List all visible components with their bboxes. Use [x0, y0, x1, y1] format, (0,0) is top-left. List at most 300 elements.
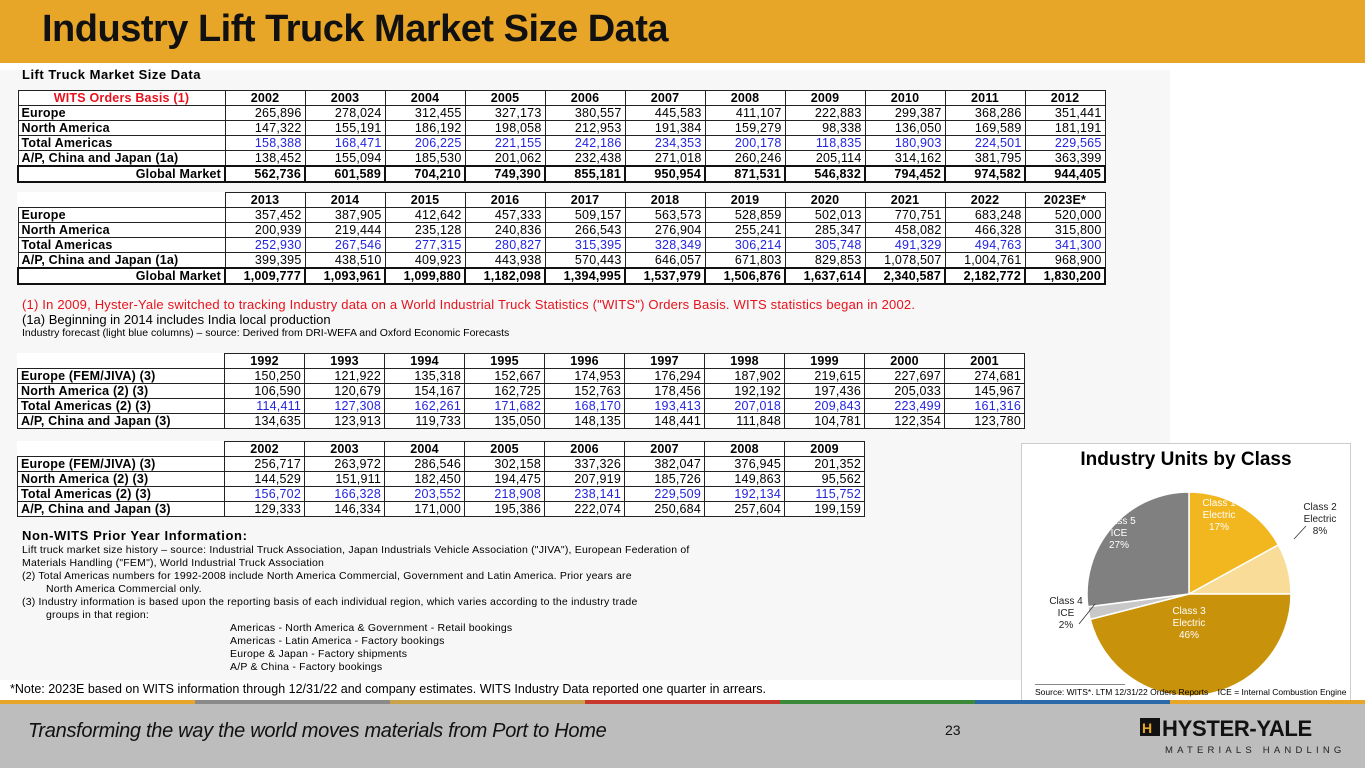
value-cell: 201,062 [465, 151, 545, 167]
value-cell: 1,004,761 [945, 253, 1025, 269]
value-cell: 218,908 [465, 487, 545, 502]
non-wits-table-1992-2001 [17, 353, 1025, 429]
value-cell: 155,191 [305, 121, 385, 136]
row-label: Europe [18, 106, 225, 121]
value-cell: 238,141 [545, 487, 625, 502]
value-cell: 1,078,507 [865, 253, 945, 269]
value-cell: 176,294 [625, 369, 705, 384]
year-header-cell: 1995 [465, 354, 545, 369]
svg-text:H: H [1142, 720, 1153, 736]
value-cell: 197,436 [785, 384, 865, 399]
value-cell: 337,326 [545, 457, 625, 472]
year-header-cell: 2007 [625, 442, 705, 457]
value-cell: 376,945 [705, 457, 785, 472]
value-cell: 205,114 [785, 151, 865, 167]
value-cell: 409,923 [385, 253, 465, 269]
row-label: Europe (FEM/JIVA) (3) [18, 369, 225, 384]
value-cell: 154,167 [385, 384, 465, 399]
value-cell: 968,900 [1025, 253, 1105, 269]
value-cell: 144,529 [225, 472, 305, 487]
value-cell: 156,702 [225, 487, 305, 502]
value-cell: 205,033 [865, 384, 945, 399]
year-header-row [18, 193, 1105, 208]
value-cell: 305,748 [785, 238, 865, 253]
value-cell: 224,501 [945, 136, 1025, 151]
year-header-row [18, 91, 1105, 106]
value-cell: 147,322 [225, 121, 305, 136]
value-cell: 327,173 [465, 106, 545, 121]
value-cell: 203,552 [385, 487, 465, 502]
table-row [18, 487, 865, 502]
value-cell: 221,155 [465, 136, 545, 151]
year-header-cell: 2010 [865, 91, 945, 106]
row-label: A/P, China and Japan (3) [18, 414, 225, 429]
table-row [18, 399, 1025, 414]
value-cell: 229,509 [625, 487, 705, 502]
logo-wordmark: HYSTER-YALE [1162, 716, 1312, 741]
year-header-cell: 2005 [465, 91, 545, 106]
value-cell: 944,405 [1025, 166, 1105, 182]
value-cell: 104,781 [785, 414, 865, 429]
value-cell: 855,181 [545, 166, 625, 182]
value-cell: 314,162 [865, 151, 945, 167]
value-cell: 168,170 [545, 399, 625, 414]
non-wits-title: Non-WITS Prior Year Information: [22, 528, 248, 543]
value-cell: 1,009,777 [225, 268, 305, 284]
year-header-cell: 2008 [705, 442, 785, 457]
year-header-cell: 2014 [305, 193, 385, 208]
table-row [18, 121, 1105, 136]
value-cell: 122,354 [865, 414, 945, 429]
value-cell: 148,441 [625, 414, 705, 429]
value-cell: 146,334 [305, 502, 385, 517]
value-cell: 134,635 [225, 414, 305, 429]
value-cell: 186,192 [385, 121, 465, 136]
value-cell: 950,954 [625, 166, 705, 182]
source-divider [1035, 684, 1125, 685]
value-cell: 381,795 [945, 151, 1025, 167]
non-wits-line: Materials Handling ("FEM"), World Industrial Truck Association [22, 557, 325, 569]
value-cell: 181,191 [1025, 121, 1105, 136]
year-header-cell: 2004 [385, 442, 465, 457]
table-row [18, 223, 1105, 238]
value-cell: 563,573 [625, 208, 705, 223]
logo-subtitle: MATERIALS HANDLING [1165, 745, 1346, 756]
year-header-row [18, 354, 1025, 369]
value-cell: 114,411 [225, 399, 305, 414]
year-header-row [18, 442, 865, 457]
tagline: Transforming the way the world moves materials from Port to Home [28, 720, 607, 742]
value-cell: 382,047 [625, 457, 705, 472]
value-cell: 200,178 [705, 136, 785, 151]
value-cell: 106,590 [225, 384, 305, 399]
value-cell: 260,246 [705, 151, 785, 167]
non-wits-line: North America Commercial only. [46, 583, 202, 595]
non-wits-line: Americas - Latin America - Factory bookings [230, 635, 445, 647]
row-label: Total Americas [18, 136, 225, 151]
chart-source [1035, 687, 1346, 697]
row-label: Europe (FEM/JIVA) (3) [18, 457, 225, 472]
year-header-cell: 2008 [705, 91, 785, 106]
pie-chart [1022, 444, 1350, 700]
value-cell: 152,667 [465, 369, 545, 384]
non-wits-line: groups in that region: [46, 609, 150, 621]
value-cell: 135,050 [465, 414, 545, 429]
value-cell: 1,093,961 [305, 268, 385, 284]
row-label: North America [18, 223, 225, 238]
value-cell: 191,384 [625, 121, 705, 136]
value-cell: 528,859 [705, 208, 785, 223]
value-cell: 683,248 [945, 208, 1025, 223]
page-title: Industry Lift Truck Market Size Data [42, 8, 669, 50]
value-cell: 115,752 [785, 487, 865, 502]
value-cell: 195,386 [465, 502, 545, 517]
hy-logo-icon [1140, 716, 1160, 738]
leader-line [1294, 526, 1306, 539]
value-cell: 229,565 [1025, 136, 1105, 151]
value-cell: 232,438 [545, 151, 625, 167]
value-cell: 198,058 [465, 121, 545, 136]
value-cell: 315,800 [1025, 223, 1105, 238]
value-cell: 193,413 [625, 399, 705, 414]
value-cell: 266,543 [545, 223, 625, 238]
value-cell: 1,394,995 [545, 268, 625, 284]
non-wits-line: Lift truck market size history – source: Industrial Truck Association, Japan Industrials Vehicle Association ("JIVA"), European Federation of [22, 544, 690, 556]
year-header-cell: 2022 [945, 193, 1025, 208]
table-row [18, 268, 1105, 284]
year-header-cell: 2020 [785, 193, 865, 208]
value-cell: 562,736 [225, 166, 305, 182]
note-forecast-source: Industry forecast (light blue columns) – source: Derived from DRI-WEFA and Oxford Economic Forecasts [22, 327, 510, 339]
table-row [18, 384, 1025, 399]
value-cell: 194,475 [465, 472, 545, 487]
value-cell: 187,902 [705, 369, 785, 384]
value-cell: 152,763 [545, 384, 625, 399]
year-header-cell: 1997 [625, 354, 705, 369]
value-cell: 368,286 [945, 106, 1025, 121]
year-header-cell: 1999 [785, 354, 865, 369]
value-cell: 151,911 [305, 472, 385, 487]
year-header-cell: 1996 [545, 354, 625, 369]
value-cell: 749,390 [465, 166, 545, 182]
year-header-cell: 2005 [465, 442, 545, 457]
chart-source-text: Source: WITS*. LTM 12/31/22 Orders Reports [1035, 687, 1209, 697]
value-cell: 278,024 [305, 106, 385, 121]
non-wits-table-2002-2009 [17, 441, 865, 517]
year-header-cell: 2019 [705, 193, 785, 208]
value-cell: 178,456 [625, 384, 705, 399]
year-header-cell: 2003 [305, 442, 385, 457]
value-cell: 206,225 [385, 136, 465, 151]
value-cell: 271,018 [625, 151, 705, 167]
table-row [18, 253, 1105, 269]
value-cell: 341,300 [1025, 238, 1105, 253]
header-blank-cell [18, 442, 225, 457]
value-cell: 2,182,772 [945, 268, 1025, 284]
value-cell: 276,904 [625, 223, 705, 238]
value-cell: 315,395 [545, 238, 625, 253]
value-cell: 123,780 [945, 414, 1025, 429]
wits-table-2013-2023 [17, 192, 1106, 285]
value-cell: 770,751 [865, 208, 945, 223]
value-cell: 192,134 [705, 487, 785, 502]
value-cell: 601,589 [305, 166, 385, 182]
value-cell: 263,972 [305, 457, 385, 472]
year-header-cell: 2002 [225, 442, 305, 457]
value-cell: 1,182,098 [465, 268, 545, 284]
table-row [18, 414, 1025, 429]
table-row [18, 166, 1105, 182]
value-cell: 171,000 [385, 502, 465, 517]
row-label: Europe [18, 208, 225, 223]
value-cell: 328,349 [625, 238, 705, 253]
value-cell: 277,315 [385, 238, 465, 253]
value-cell: 285,347 [785, 223, 865, 238]
slice-label: Class 4 ICE 2% [1049, 596, 1083, 631]
value-cell: 387,905 [305, 208, 385, 223]
value-cell: 671,803 [705, 253, 785, 269]
value-cell: 161,316 [945, 399, 1025, 414]
non-wits-line: Europe & Japan - Factory shipments [230, 648, 408, 660]
value-cell: 219,444 [305, 223, 385, 238]
year-header-cell: 2009 [785, 91, 865, 106]
value-cell: 158,388 [225, 136, 305, 151]
value-cell: 443,938 [465, 253, 545, 269]
footnote-2023e: *Note: 2023E based on WITS information through 12/31/22 and company estimates. WITS Industry Data reported one quarter in arrears. [10, 682, 766, 696]
value-cell: 235,128 [385, 223, 465, 238]
value-cell: 457,333 [465, 208, 545, 223]
value-cell: 119,733 [385, 414, 465, 429]
table-row [18, 472, 865, 487]
value-cell: 182,450 [385, 472, 465, 487]
slice-label: Class 5 ICE 27% [1102, 516, 1136, 551]
row-label: A/P, China and Japan (3) [18, 502, 225, 517]
value-cell: 646,057 [625, 253, 705, 269]
value-cell: 111,848 [705, 414, 785, 429]
value-cell: 199,159 [785, 502, 865, 517]
table-row [18, 369, 1025, 384]
value-cell: 274,681 [945, 369, 1025, 384]
value-cell: 502,013 [785, 208, 865, 223]
year-header-cell: 1998 [705, 354, 785, 369]
value-cell: 98,338 [785, 121, 865, 136]
value-cell: 312,455 [385, 106, 465, 121]
value-cell: 168,471 [305, 136, 385, 151]
value-cell: 257,604 [705, 502, 785, 517]
year-header-cell: 2012 [1025, 91, 1105, 106]
value-cell: 794,452 [865, 166, 945, 182]
value-cell: 129,333 [225, 502, 305, 517]
value-cell: 520,000 [1025, 208, 1105, 223]
value-cell: 2,340,587 [865, 268, 945, 284]
year-header-cell: 2007 [625, 91, 705, 106]
value-cell: 570,443 [545, 253, 625, 269]
section-subtitle: Lift Truck Market Size Data [22, 67, 201, 82]
year-header-cell: 2023E* [1025, 193, 1105, 208]
value-cell: 494,763 [945, 238, 1025, 253]
value-cell: 150,250 [225, 369, 305, 384]
table-row [18, 502, 865, 517]
value-cell: 169,589 [945, 121, 1025, 136]
value-cell: 351,441 [1025, 106, 1105, 121]
value-cell: 171,682 [465, 399, 545, 414]
year-header-cell: 2002 [225, 91, 305, 106]
value-cell: 829,853 [785, 253, 865, 269]
row-label: North America [18, 121, 225, 136]
row-label: North America (2) (3) [18, 472, 225, 487]
table-row [18, 106, 1105, 121]
row-label: Total Americas (2) (3) [18, 487, 225, 502]
value-cell: 252,930 [225, 238, 305, 253]
value-cell: 227,697 [865, 369, 945, 384]
value-cell: 411,107 [705, 106, 785, 121]
value-cell: 255,241 [705, 223, 785, 238]
year-header-cell: 2017 [545, 193, 625, 208]
non-wits-line: (2) Total Americas numbers for 1992-2008 include North America Commercial, Government and Latin America. Prior years are [22, 570, 632, 582]
value-cell: 256,717 [225, 457, 305, 472]
slice-label: Class 1 Electric 17% [1202, 498, 1236, 533]
value-cell: 127,308 [305, 399, 385, 414]
year-header-cell: 1992 [225, 354, 305, 369]
row-label: Global Market [18, 268, 225, 284]
year-header-cell: 2021 [865, 193, 945, 208]
non-wits-line: Americas - North America & Government - Retail bookings [230, 622, 513, 634]
value-cell: 185,726 [625, 472, 705, 487]
value-cell: 118,835 [785, 136, 865, 151]
row-label: A/P, China and Japan (1a) [18, 151, 225, 167]
year-header-cell: 2016 [465, 193, 545, 208]
value-cell: 123,913 [305, 414, 385, 429]
row-label: Total Americas (2) (3) [18, 399, 225, 414]
value-cell: 267,546 [305, 238, 385, 253]
value-cell: 135,318 [385, 369, 465, 384]
value-cell: 166,328 [305, 487, 385, 502]
page-number: 23 [945, 722, 961, 738]
value-cell: 162,725 [465, 384, 545, 399]
value-cell: 438,510 [305, 253, 385, 269]
non-wits-line: A/P & China - Factory bookings [230, 661, 383, 673]
value-cell: 95,562 [785, 472, 865, 487]
value-cell: 704,210 [385, 166, 465, 182]
note-india: (1a) Beginning in 2014 includes India local production [22, 312, 331, 327]
value-cell: 1,637,614 [785, 268, 865, 284]
slice-label: Class 3 Electric 46% [1172, 606, 1206, 641]
value-cell: 1,537,979 [625, 268, 705, 284]
row-label: A/P, China and Japan (1a) [18, 253, 225, 269]
value-cell: 380,557 [545, 106, 625, 121]
value-cell: 223,499 [865, 399, 945, 414]
value-cell: 136,050 [865, 121, 945, 136]
value-cell: 509,157 [545, 208, 625, 223]
value-cell: 207,018 [705, 399, 785, 414]
table-row [18, 238, 1105, 253]
value-cell: 242,186 [545, 136, 625, 151]
value-cell: 222,883 [785, 106, 865, 121]
chart-legend-note: ICE = Internal Combustion Engine [1217, 687, 1347, 697]
row-label: Total Americas [18, 238, 225, 253]
year-header-cell: 2006 [545, 91, 625, 106]
year-header-cell: 2015 [385, 193, 465, 208]
value-cell: 491,329 [865, 238, 945, 253]
value-cell: 302,158 [465, 457, 545, 472]
note-wits-switch: (1) In 2009, Hyster-Yale switched to tracking Industry data on a World Industrial Truck Statistics ("WITS") Orders Basis. WITS statistics began in 2002. [22, 297, 916, 312]
value-cell: 180,903 [865, 136, 945, 151]
value-cell: 306,214 [705, 238, 785, 253]
value-cell: 466,328 [945, 223, 1025, 238]
year-header-cell: 2009 [785, 442, 865, 457]
table-row [18, 151, 1105, 167]
value-cell: 222,074 [545, 502, 625, 517]
year-header-cell: 2003 [305, 91, 385, 106]
value-cell: 357,452 [225, 208, 305, 223]
value-cell: 209,843 [785, 399, 865, 414]
header-blank-cell [18, 354, 225, 369]
year-header-cell: 2004 [385, 91, 465, 106]
pie-slice [1087, 492, 1189, 607]
basis-label: WITS Orders Basis (1) [18, 91, 225, 106]
value-cell: 201,352 [785, 457, 865, 472]
value-cell: 138,452 [225, 151, 305, 167]
value-cell: 265,896 [225, 106, 305, 121]
year-header-cell: 2006 [545, 442, 625, 457]
chart-title: Industry Units by Class [1080, 449, 1292, 470]
slice-label: Class 2 Electric 8% [1303, 502, 1337, 537]
value-cell: 219,615 [785, 369, 865, 384]
year-header-cell: 2013 [225, 193, 305, 208]
pie-chart-panel [1021, 443, 1351, 701]
value-cell: 192,192 [705, 384, 785, 399]
year-header-cell: 1993 [305, 354, 385, 369]
table-row [18, 136, 1105, 151]
value-cell: 200,939 [225, 223, 305, 238]
value-cell: 1,099,880 [385, 268, 465, 284]
value-cell: 363,399 [1025, 151, 1105, 167]
value-cell: 159,279 [705, 121, 785, 136]
value-cell: 299,387 [865, 106, 945, 121]
value-cell: 286,546 [385, 457, 465, 472]
value-cell: 234,353 [625, 136, 705, 151]
value-cell: 207,919 [545, 472, 625, 487]
table-row [18, 457, 865, 472]
value-cell: 412,642 [385, 208, 465, 223]
value-cell: 174,953 [545, 369, 625, 384]
value-cell: 1,506,876 [705, 268, 785, 284]
value-cell: 120,679 [305, 384, 385, 399]
value-cell: 399,395 [225, 253, 305, 269]
value-cell: 974,582 [945, 166, 1025, 182]
value-cell: 280,827 [465, 238, 545, 253]
row-label: Global Market [18, 166, 225, 182]
value-cell: 121,922 [305, 369, 385, 384]
year-header-cell: 2011 [945, 91, 1025, 106]
table-row [18, 208, 1105, 223]
value-cell: 155,094 [305, 151, 385, 167]
header-blank-cell [18, 193, 225, 208]
year-header-cell: 2000 [865, 354, 945, 369]
value-cell: 546,832 [785, 166, 865, 182]
row-label: North America (2) (3) [18, 384, 225, 399]
non-wits-line: (3) Industry information is based upon the reporting basis of each individual region, which varies according to the industry trade [22, 596, 638, 608]
value-cell: 458,082 [865, 223, 945, 238]
value-cell: 148,135 [545, 414, 625, 429]
year-header-cell: 2001 [945, 354, 1025, 369]
value-cell: 1,830,200 [1025, 268, 1105, 284]
value-cell: 145,967 [945, 384, 1025, 399]
value-cell: 212,953 [545, 121, 625, 136]
value-cell: 250,684 [625, 502, 705, 517]
value-cell: 185,530 [385, 151, 465, 167]
value-cell: 871,531 [705, 166, 785, 182]
